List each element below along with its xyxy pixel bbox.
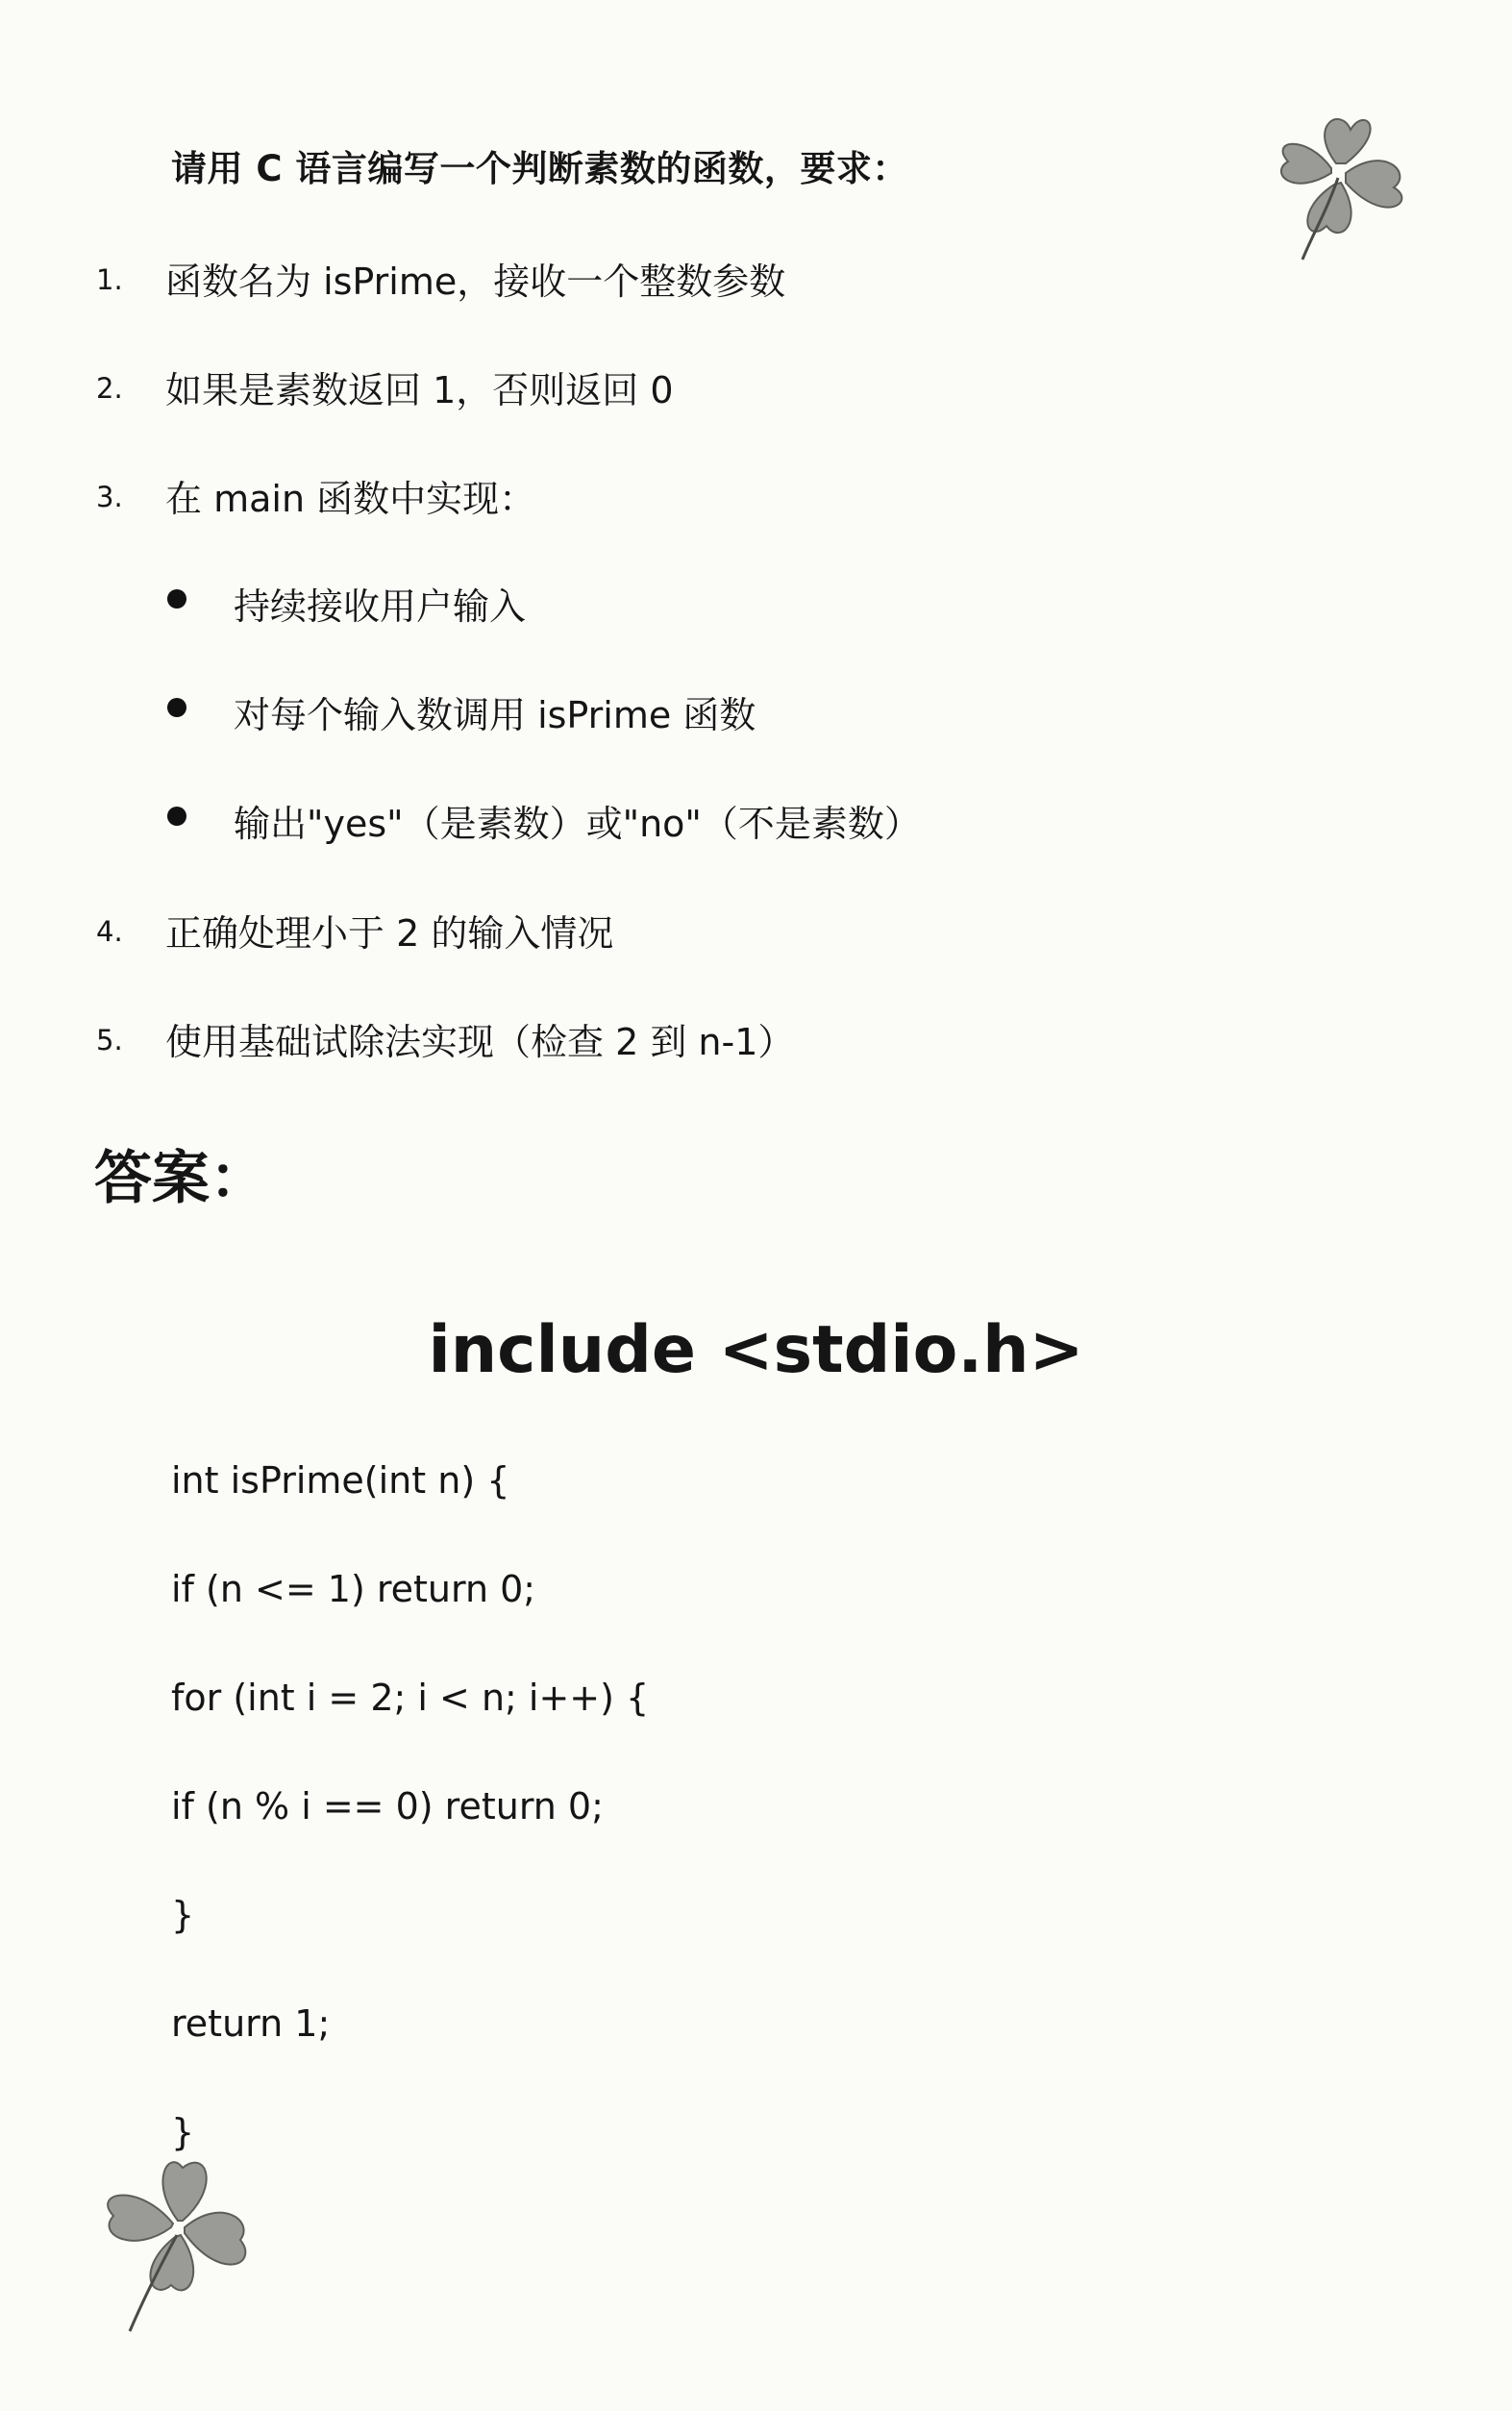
- list-item: [0, 469, 1250, 520]
- bullet-item: [0, 577, 1250, 628]
- code-line: if (n <= 1) return 0;: [171, 1568, 536, 1610]
- code-include-heading: include <stdio.h>: [428, 1312, 1084, 1388]
- bullet-text: 对每个输入数调用 isPrime 函数: [234, 694, 756, 736]
- list-text: 在 main 函数中实现：: [165, 478, 536, 520]
- list-item: [0, 252, 1250, 303]
- answer-heading: 答案：: [94, 1145, 267, 1212]
- list-text: 使用基础试除法实现（检查 2 到 n-1）: [165, 1021, 795, 1063]
- list-item: [0, 1012, 1250, 1063]
- bullet-icon: [167, 698, 186, 717]
- list-number: 3.: [96, 481, 123, 513]
- list-item: [0, 904, 1250, 955]
- code-line: }: [171, 1894, 195, 1936]
- bullet-text: 持续接收用户输入: [234, 585, 527, 628]
- code-line: if (n % i == 0) return 0;: [171, 1785, 604, 1827]
- list-number: 1.: [96, 263, 123, 296]
- question-title: 请用 C 语言编写一个判断素数的函数，要求：: [171, 148, 908, 189]
- bullet-text: 输出"yes"（是素数）或"no"（不是素数）: [234, 803, 921, 845]
- code-line: int isPrime(int n) {: [171, 1459, 510, 1502]
- code-line: return 1;: [171, 2002, 331, 2045]
- list-number: 4.: [96, 915, 123, 948]
- list-text: 正确处理小于 2 的输入情况: [165, 912, 614, 955]
- four-leaf-clover-icon: [1250, 106, 1432, 269]
- list-item: [0, 360, 1250, 409]
- list-number: 2.: [96, 372, 123, 405]
- four-leaf-clover-icon: [87, 2139, 269, 2341]
- bullet-item: [0, 685, 1250, 736]
- code-line: for (int i = 2; i < n; i++) {: [171, 1677, 650, 1719]
- list-text: 如果是素数返回 1，否则返回 0: [165, 369, 674, 411]
- code-line: }: [171, 2111, 195, 2153]
- bullet-icon: [167, 807, 186, 826]
- bullet-item: [0, 794, 1250, 845]
- list-text: 函数名为 isPrime，接收一个整数参数: [165, 261, 786, 303]
- bullet-icon: [167, 589, 186, 609]
- list-number: 5.: [96, 1024, 123, 1056]
